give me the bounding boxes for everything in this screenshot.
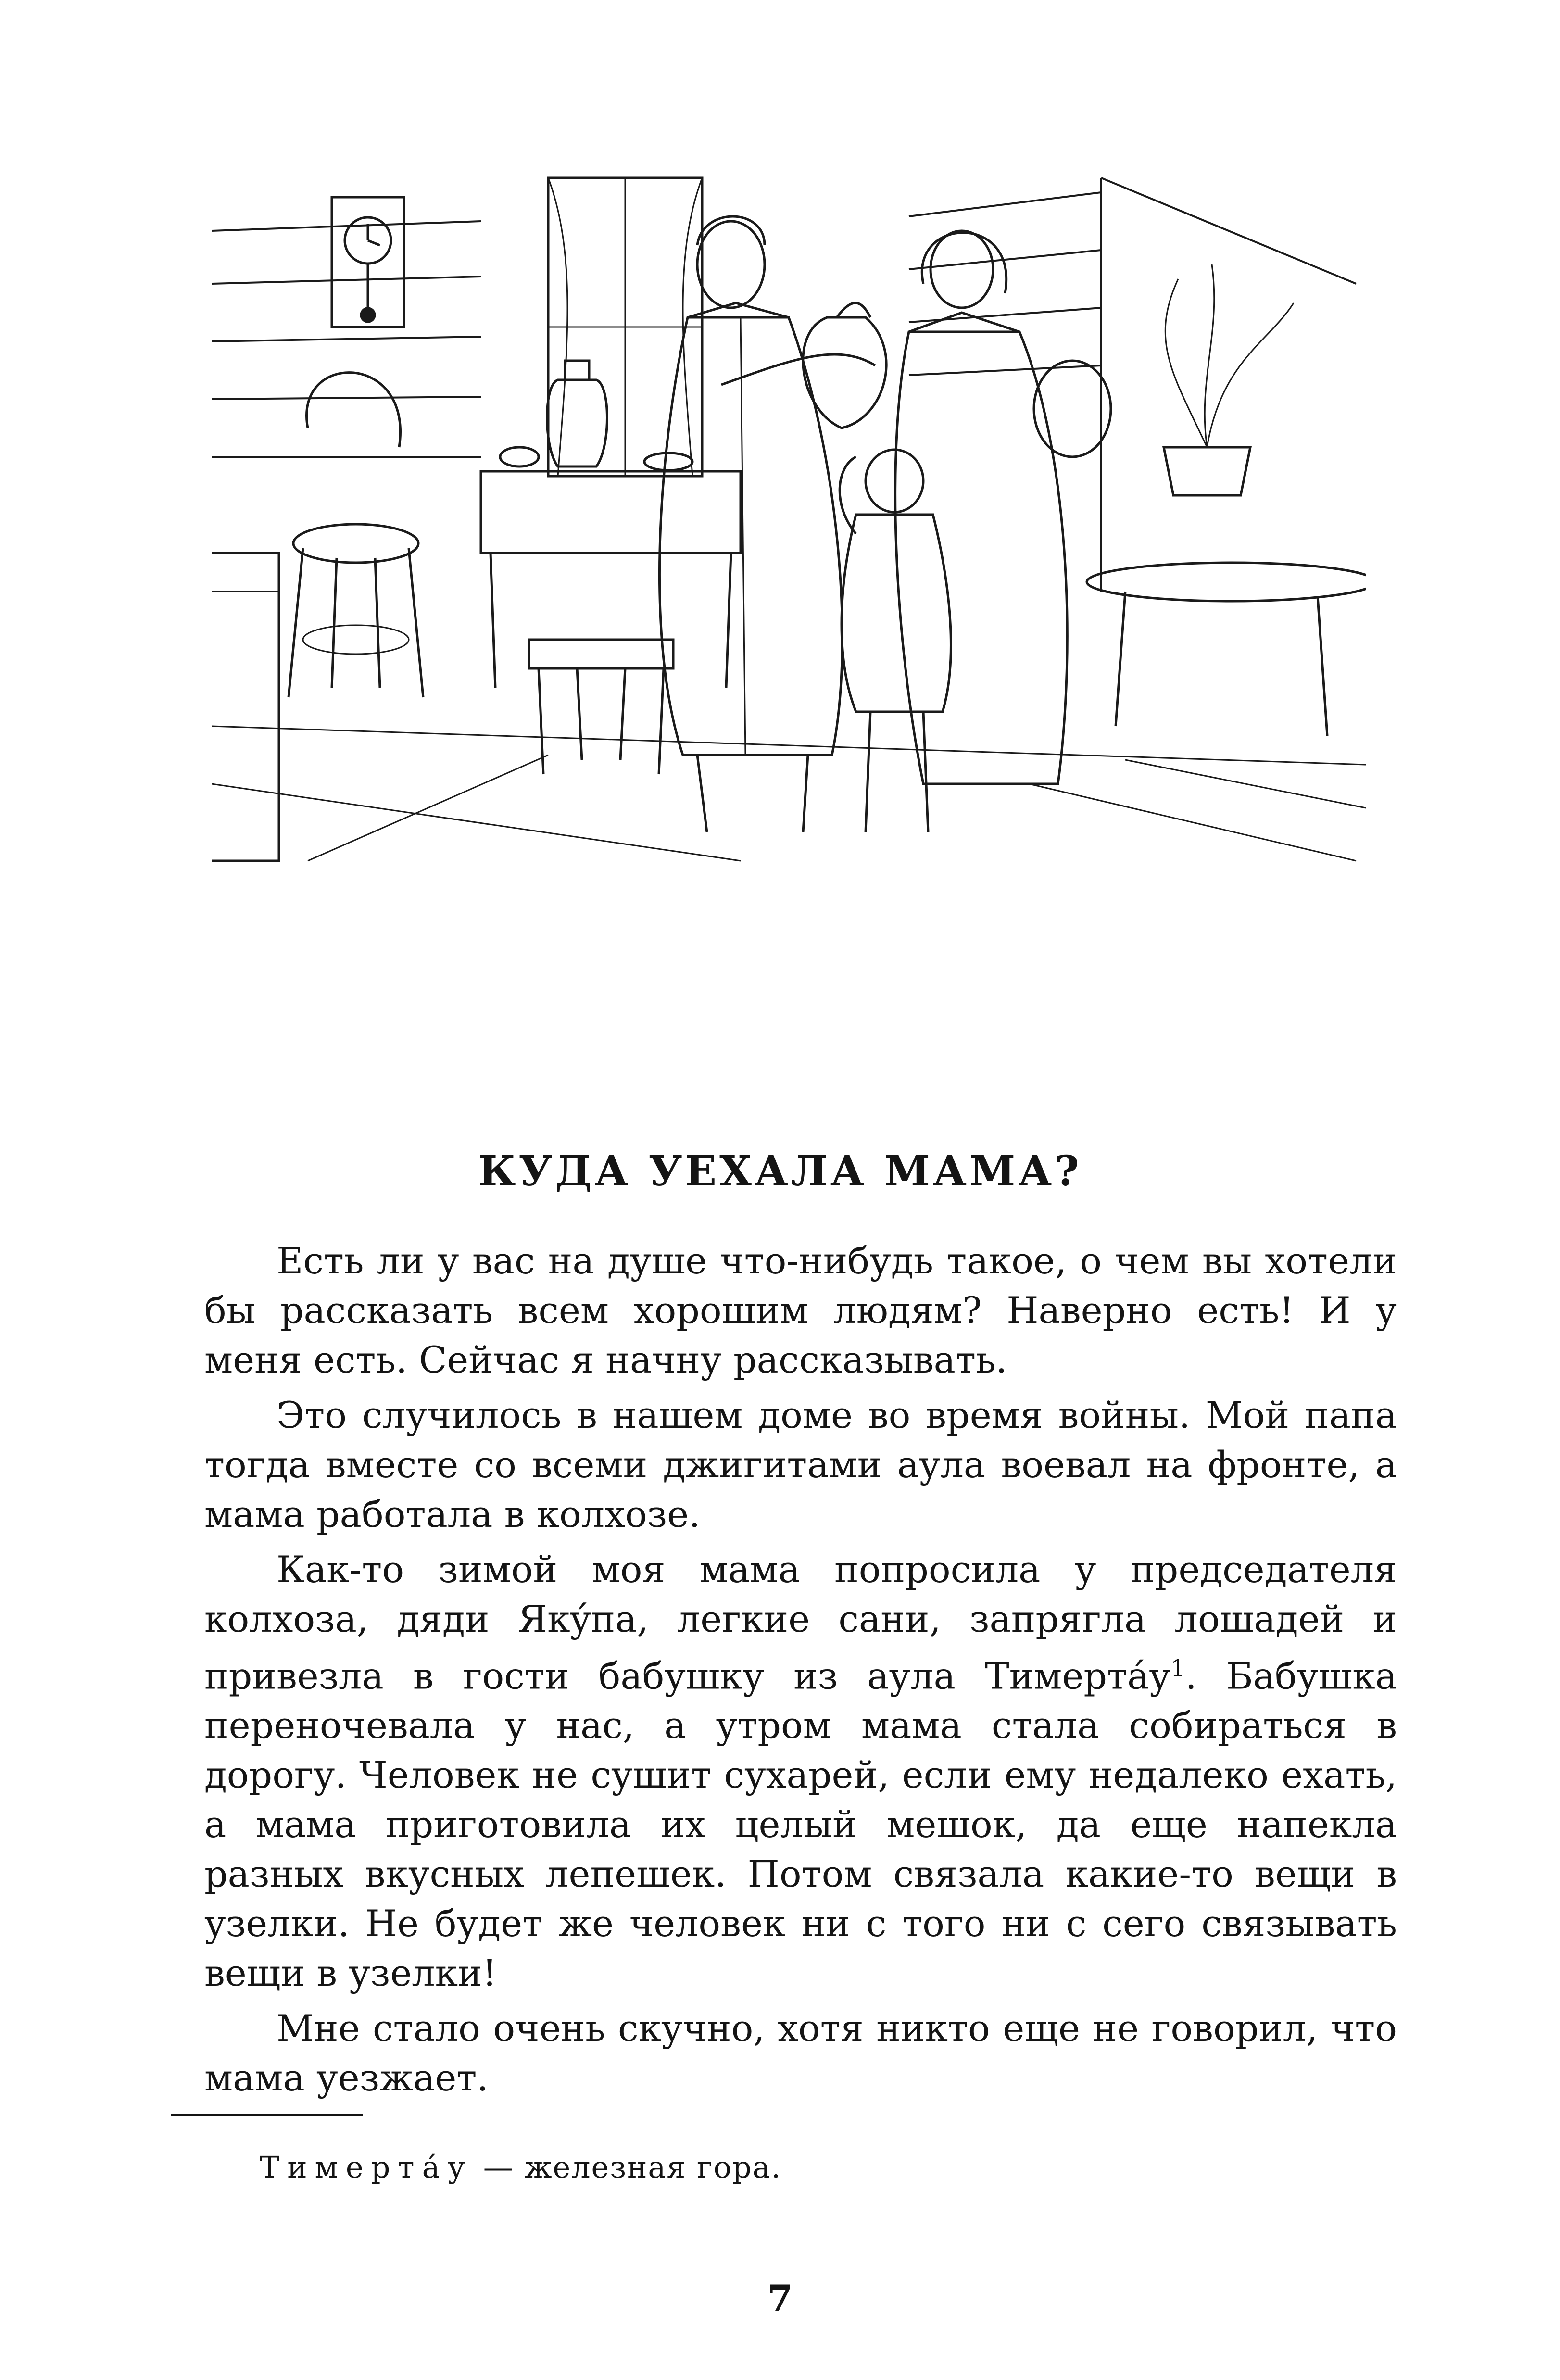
bench-icon xyxy=(212,553,279,861)
interior-scene-illustration xyxy=(212,159,1366,870)
footnote-divider xyxy=(171,2114,363,2116)
window-icon xyxy=(548,178,702,476)
paragraph-3 xyxy=(204,1545,1397,1998)
chapter-title: КУДА УЕХАЛА МАМА? xyxy=(478,1147,1082,1196)
wall-clock-icon xyxy=(332,197,404,327)
paragraph-3-start: Как-то зимой моя мама попросила у председателя колхоза, дяди Якýпа, легкие сани, запрягла лошадей и привезла в гости бабушку из аула Тимертáу xyxy=(204,1548,1397,1698)
paragraph-3-rest: . Бабушка переночевала у нас, а утром мама стала собираться в дорогу. Человек не сушит сухарей, если ему недалеко ехать, а мама приготовила их целый мешок, да еще напекла разных вкусных лепешек. Потом связала какие-то вещи в узелки. Не будет же человек ни с того ни с сего связывать вещи в узелки! xyxy=(204,1654,1397,1995)
floorboards xyxy=(212,726,1366,861)
side-table-icon xyxy=(1087,563,1366,736)
chair-icon xyxy=(289,373,423,697)
page-number: 7 xyxy=(767,2277,793,2320)
paragraph-2: Это случилось в нашем доме во время войны. Мой папа тогда вместе со всеми джигитами аула воевал на фронте, а мама работала в колхозе. xyxy=(204,1394,1397,1536)
footnote-definition: — железная гора. xyxy=(473,2150,782,2185)
paragraph-4: Мне стало очень скучно, хотя никто еще не говорил, что мама уезжает. xyxy=(204,2007,1397,2100)
stool-icon xyxy=(529,640,673,774)
body-text xyxy=(204,1236,1397,2108)
footnote xyxy=(260,2150,781,2185)
mirror-icon xyxy=(1034,361,1111,457)
footnote-term: Тимертáу xyxy=(260,2150,473,2185)
footnote-marker[interactable]: 1 xyxy=(1170,1655,1185,1682)
paragraph-1: Есть ли у вас на душе что-нибудь такое, о чем вы хотели бы рассказать всем хорошим людям? Наверно есть! И у меня есть. Сейчас я начну рассказывать. xyxy=(204,1239,1397,1381)
grandmother-figure-icon xyxy=(895,231,1068,784)
potted-plant-icon xyxy=(1164,264,1294,495)
